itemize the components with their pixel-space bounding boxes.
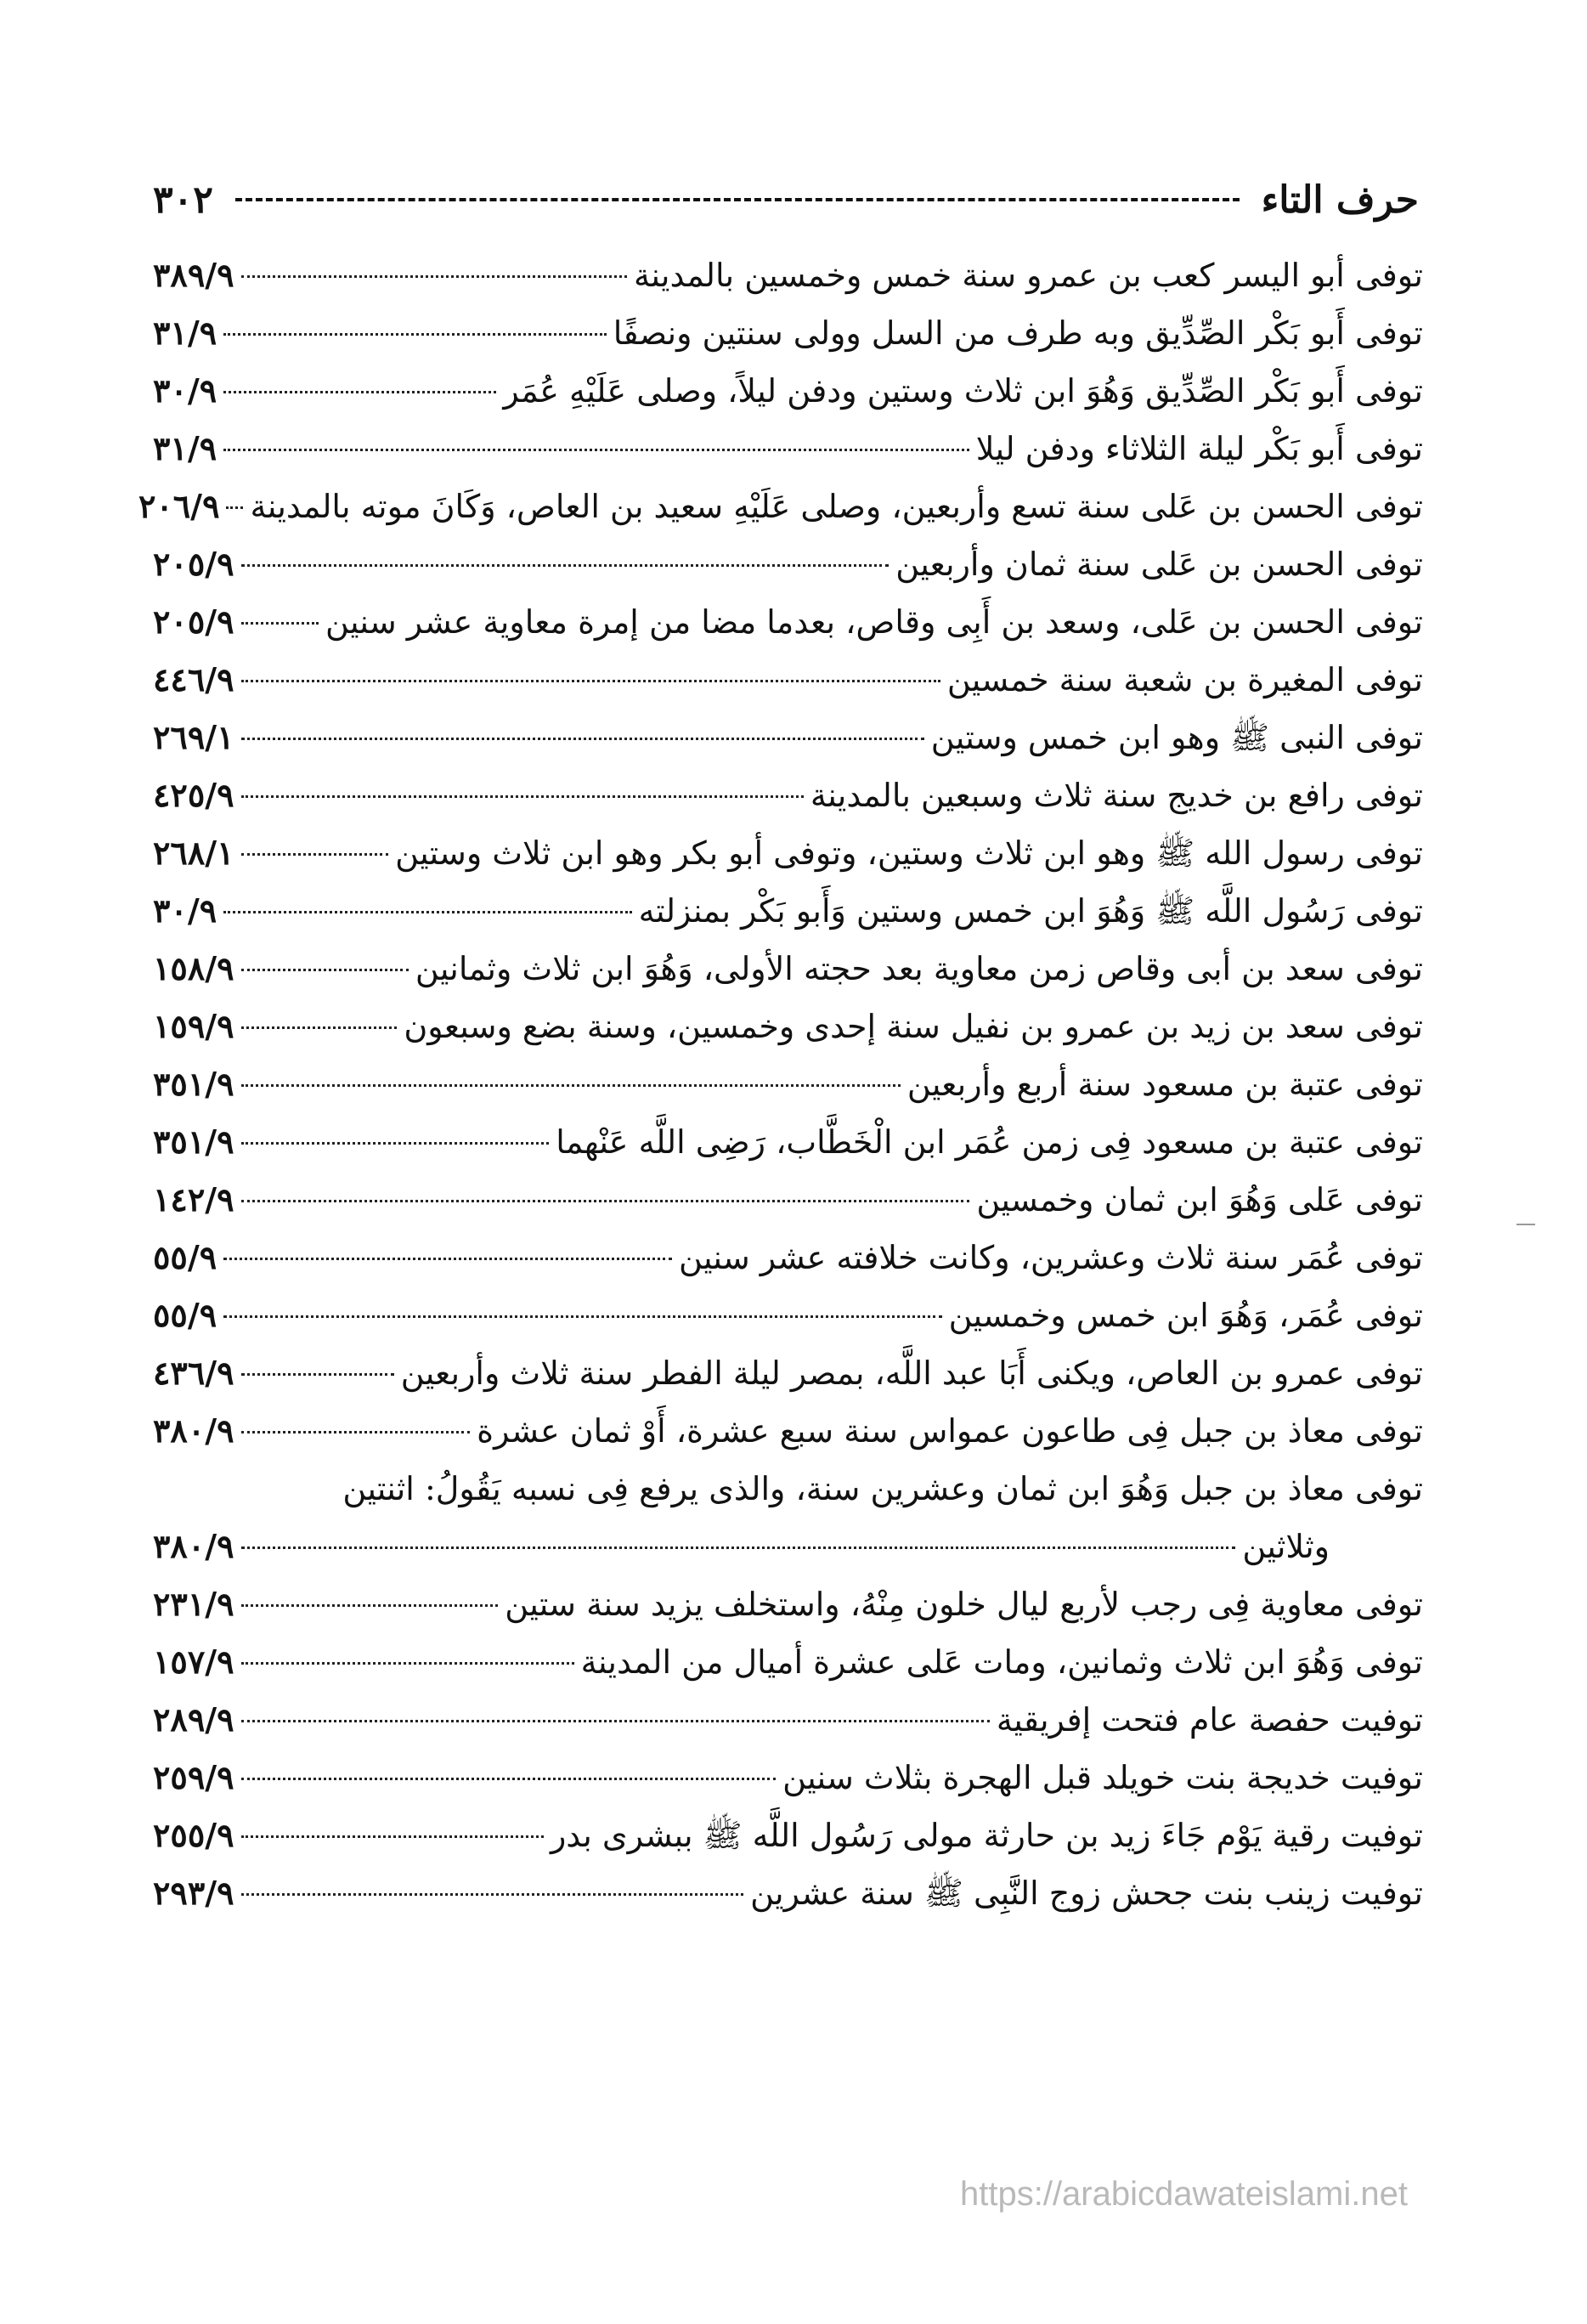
entry-reference: ١٤٢/٩ [153,1180,234,1219]
entry-reference: ١٥٨/٩ [153,949,234,987]
entry-text-line-2: وثلاثين [1242,1528,1330,1565]
margin-mark [1516,1224,1535,1225]
entry-reference: ٣٠/٩ [153,891,217,930]
index-entry [153,882,1423,940]
leader-dots [241,1778,777,1780]
entry-text: توفى وَهُوَ ابن ثلاث وثمانين، ومات عَلى عشرة أميال من المدينة [580,1643,1423,1681]
leader-dots [241,1373,394,1376]
entry-text: توفى معاذ بن جبل فِى طاعون عمواس سنة سبع عشرة، أَوْ ثمان عشرة [477,1412,1423,1450]
index-entry [153,362,1423,420]
leader-dots [241,795,804,798]
index-entry [153,1113,1423,1171]
entry-reference: ٣٥١/٩ [153,1065,234,1103]
index-entry [153,1286,1423,1344]
leader-dots [241,622,319,625]
leader-dots [223,391,496,393]
entry-reference: ٣٨٠/٩ [153,1411,234,1450]
entry-reference: ٤٤٦/٩ [153,660,234,698]
index-entry [153,304,1423,362]
index-entry [153,1229,1423,1286]
index-entry [153,420,1423,478]
leader-dots [241,1720,990,1722]
entry-reference: ٢٠٥/٩ [153,545,234,583]
leader-dots [241,564,890,567]
entry-reference: ٣٨٠/٩ [153,1527,234,1565]
leader-dots [241,969,409,971]
entry-reference: ٥٥/٩ [153,1296,217,1334]
entry-reference: ٣١/٩ [153,429,217,467]
leader-dots [241,738,924,740]
entry-text: توفى الحسن بن عَلى سنة تسع وأربعين، وصلى عَلَيْهِ سعيد بن العاص، وَكَانَ موته بالمدينة [250,488,1423,525]
entry-text: توفى معاوية فِى رجب لأربع ليال خلون مِنْهُ، واستخلف يزيد سنة ستين [505,1586,1423,1623]
leader-dots [241,1200,970,1202]
leader-dots [223,1258,672,1260]
entry-text: توفيت رقية يَوْم جَاءَ زيد بن حارثة مولى رَسُول اللَّه ﷺ ببشرى بدر [550,1817,1423,1854]
entry-reference: ٢٨٩/٩ [153,1700,234,1739]
entry-text: توفى أَبو بَكْر ليلة الثلاثاء ودفن ليلا [975,430,1423,467]
entry-reference: ٤٣٦/٩ [153,1354,234,1392]
leader-dots [223,911,632,913]
entry-text: توفى النبى ﷺ وهو ابن خمس وستين [930,719,1423,756]
index-entry [153,1402,1423,1460]
entry-reference: ٢٦٩/١ [153,718,234,756]
leader-dots [241,1604,499,1607]
entry-reference: ٢٥٥/٩ [153,1816,234,1854]
entry-text: توفى أبو اليسر كعب بن عمرو سنة خمس وخمسين بالمدينة [634,257,1423,294]
index-entry [153,1344,1423,1402]
entry-reference: ٢٠٥/٩ [153,602,234,641]
page-number: ٣٠٢ [153,178,213,222]
leader-dots [241,680,940,682]
entry-reference: ٢٦٨/١ [153,834,234,872]
entry-text: توفى الحسن بن عَلى سنة ثمان وأربعين [895,546,1423,583]
index-entry [153,1575,1423,1633]
entry-reference: ٢٣١/٩ [153,1585,234,1623]
leader-dots [223,1315,941,1318]
entry-reference: ٢٥٩/٩ [153,1758,234,1796]
index-entry [153,940,1423,998]
entry-text: توفى الحسن بن عَلى، وسعد بن أَبِى وقاص، بعدما مضا من إمرة معاوية عشر سنين [325,603,1423,641]
index-list [138,246,1423,1922]
entry-text: توفى عتبة بن مسعود فِى زمن عُمَر ابن الْخَطَّاب، رَضِى اللَّه عَنْهما [556,1123,1423,1161]
leader-dots [241,853,389,856]
index-entry [138,478,1423,535]
entry-reference: ٣٥١/٩ [153,1122,234,1161]
index-entry [153,246,1423,304]
leader-dots [241,1142,550,1145]
index-entry [153,1691,1423,1749]
entry-reference: ٢٠٦/٩ [138,487,220,525]
index-entry [153,535,1423,593]
entry-text-line-1: توفى معاذ بن جبل وَهُوَ ابن ثمان وعشرين سنة، والذى يرفع فِى نسبه يَقُولُ: اثنتين [342,1470,1423,1507]
leader-dots [241,1084,901,1087]
entry-text: توفيت زينب بنت جحش زوج النَّبِى ﷺ سنة عشرين [750,1874,1423,1912]
entry-text: توفى سعد بن زيد بن عمرو بن نفيل سنة إحدى وخمسين، وسنة بضع وسبعون [404,1008,1423,1045]
entry-reference: ١٥٧/٩ [153,1643,234,1681]
index-entry [153,593,1423,651]
leader-dots [241,1547,1236,1549]
index-entry [153,1807,1423,1864]
leader-dots [223,449,969,451]
index-entry-multiline [153,1460,1423,1575]
entry-text: توفى رَسُول اللَّه ﷺ وَهُوَ ابن خمس وستين وَأَبو بَكْر بمنزلته [638,892,1423,930]
entry-text: توفيت خديجة بنت خويلد قبل الهجرة بثلاث سنين [782,1759,1423,1796]
entry-reference: ٣٨٩/٩ [153,256,234,294]
entry-reference: ١٥٩/٩ [153,1007,234,1045]
entry-text: توفى المغيرة بن شعبة سنة خمسين [946,661,1423,698]
entry-text: توفى عمرو بن العاص، ويكنى أَبَا عبد اللَّه، بمصر ليلة الفطر سنة ثلاث وأربعين [400,1354,1423,1392]
index-entry [153,1171,1423,1229]
index-entry [153,824,1423,882]
entry-text: توفى عتبة بن مسعود سنة أربع وأربعين [906,1066,1423,1103]
watermark-url: https://arabicdawateislami.net [960,2175,1408,2213]
leader-dots [226,506,243,509]
leader-dots [241,1431,471,1433]
page-header [153,170,1419,229]
index-entry [153,998,1423,1055]
index-entry [153,1633,1423,1691]
entry-continuation [153,1518,1423,1575]
section-title: حرف التاء [1261,178,1419,222]
entry-text: توفى عُمَر سنة ثلاث وعشرين، وكانت خلافته عشر سنين [679,1239,1423,1276]
entry-text: توفى أَبو بَكْر الصِّدِّيق وبه طرف من السل وولى سنتين ونصفًا [613,314,1423,352]
index-entry [153,1749,1423,1807]
header-rule [235,198,1240,201]
leader-dots [241,275,628,278]
index-entry [153,651,1423,709]
index-entry [153,766,1423,824]
index-entry [153,1055,1423,1113]
entry-reference: ٤٢٥/٩ [153,776,234,814]
entry-text: توفى سعد بن أبى وقاص زمن معاوية بعد حجته الأولى، وَهُوَ ابن ثلاث وثمانين [415,950,1423,987]
entry-reference: ٣٠/٩ [153,371,217,410]
index-entry [153,709,1423,766]
leader-dots [241,1026,398,1029]
leader-dots [241,1662,574,1665]
entry-text: توفى عُمَر، وَهُوَ ابن خمس وخمسين [948,1297,1423,1334]
leader-dots [241,1835,544,1838]
entry-text: توفى أَبو بَكْر الصِّدِّيق وَهُوَ ابن ثلاث وستين ودفن ليلاً، وصلى عَلَيْهِ عُمَر [503,372,1423,410]
entry-reference: ٢٩٣/٩ [153,1874,234,1912]
entry-text: توفى عَلى وَهُوَ ابن ثمان وخمسين [976,1181,1423,1219]
entry-text: توفيت حفصة عام فتحت إفريقية [996,1701,1423,1739]
entry-reference: ٥٥/٩ [153,1238,217,1276]
leader-dots [241,1893,744,1896]
index-entry [153,1864,1423,1922]
entry-text: توفى رسول الله ﷺ وهو ابن ثلاث وستين، وتوفى أبو بكر وهو ابن ثلاث وستين [395,834,1423,872]
leader-dots [223,333,607,336]
entry-text: توفى رافع بن خديج سنة ثلاث وسبعين بالمدينة [810,777,1423,814]
entry-reference: ٣١/٩ [153,314,217,352]
